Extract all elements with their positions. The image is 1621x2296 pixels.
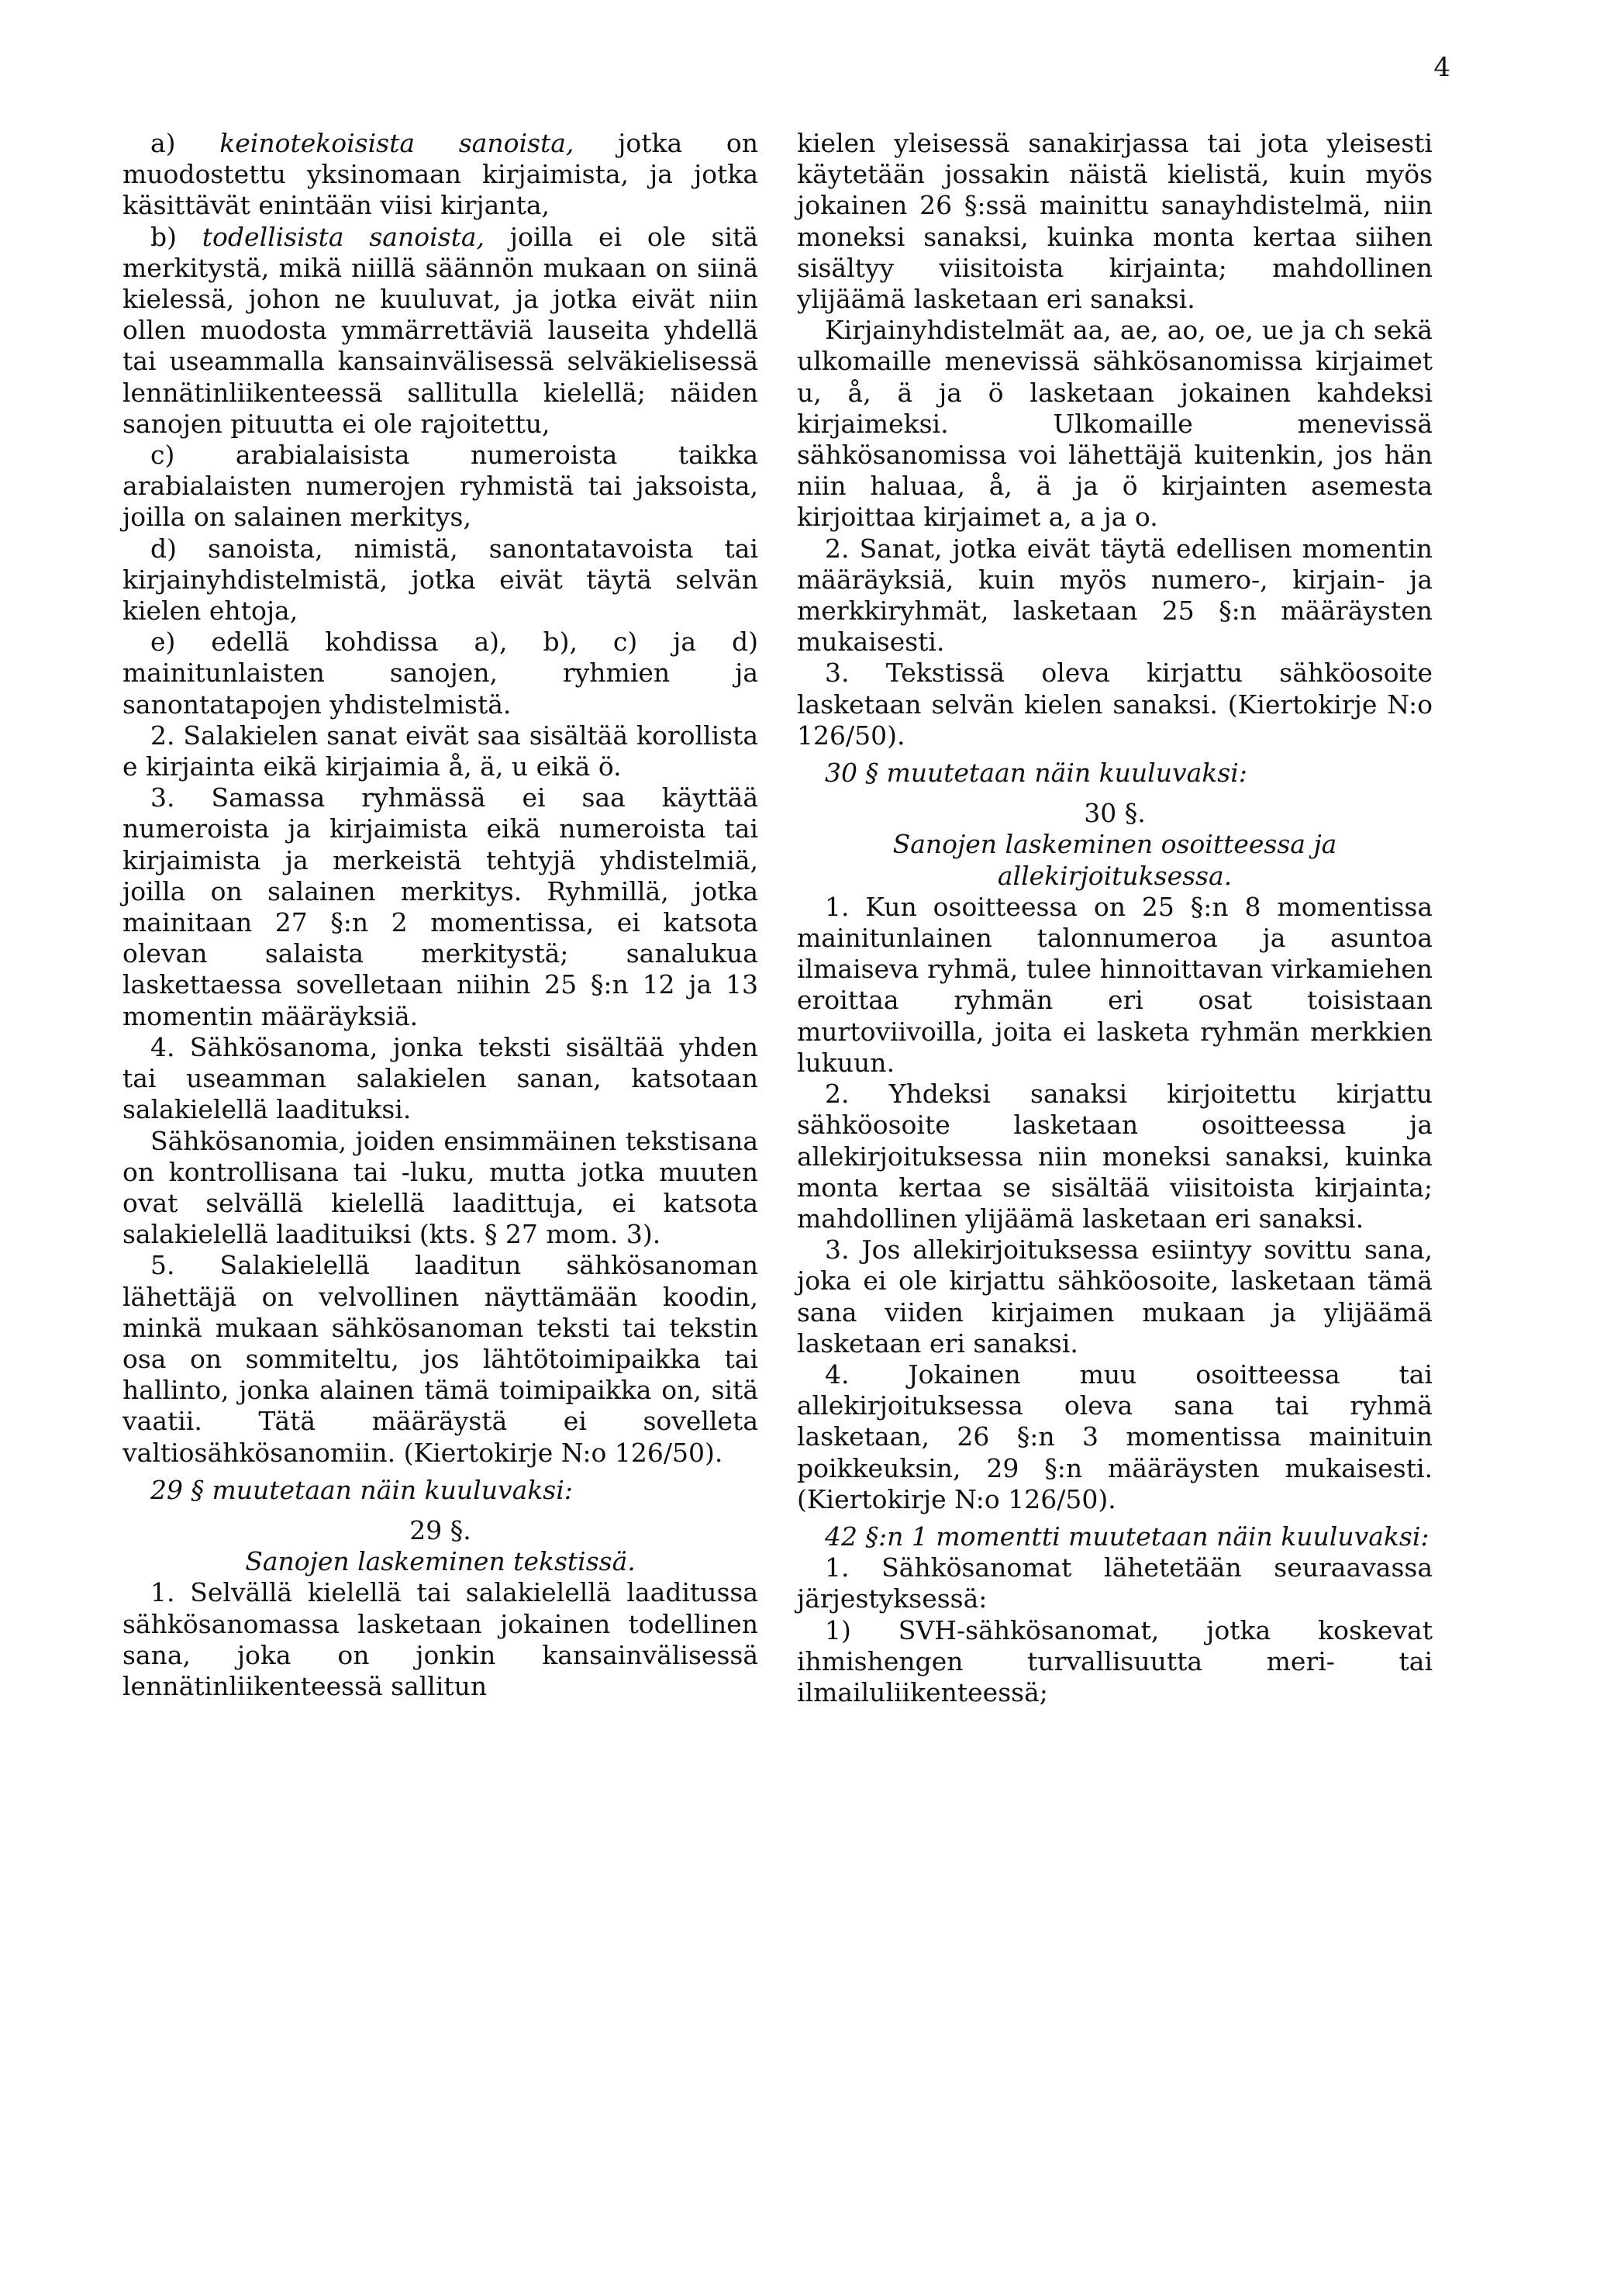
paragraph-29-1: 1. Selvällä kielellä tai salakielellä laaditussa sähkösanomassa lasketaan jokainen todellinen sana, joka on jonkin kansainvälisessä lennätinliikenteessä sallitun	[122, 1577, 758, 1701]
section-29-title: Sanojen laskeminen tekstissä.	[245, 1546, 636, 1577]
amendment-29: 29 § muutetaan näin kuuluvaksi:	[150, 1474, 573, 1505]
paragraph-2: 2. Salakielen sanat eivät saa sisältää korollista e kirjainta eikä kirjaimia å, ä, u eikä ö.	[122, 720, 758, 782]
paragraph-2-right: 2. Sanat, jotka eivät täytä edellisen momentin määräyksiä, kuin myös numero-, kirjain- ja merkkiryhmät, lasketaan 25 §:n määräysten mukaisesti.	[797, 533, 1433, 658]
paragraph-a: a) keinotekoisista sanoista, jotka on muodostettu yksinomaan kirjaimista, ja jotka käsittävät enintään viisi kirjanta,	[122, 128, 758, 221]
term-todellisista: todellisista sanoista,	[202, 221, 485, 252]
page-number: 4	[1433, 52, 1450, 83]
section-30-title: Sanojen laskeminen osoitteessa ja allekirjoituksessa.	[892, 829, 1337, 891]
paragraph-5: 5. Salakielellä laaditun sähkösanoman lähettäjä on velvollinen näyttämään koodin, minkä mukaan sähkösanoman teksti tai tekstin osa on sommiteltu, jos lähtötoimipaikka tai hallinto, jonka alainen tämä toimipaikka on, sitä vaatii. Tätä määräystä ei sovelleta valtiosähkösanomiin. (Kiertokirje N:o 126/50).	[122, 1250, 758, 1468]
paragraph-4: 4. Sähkösanoma, jonka teksti sisältää yhden tai useamman salakielen sanan, katsotaan salakielellä laadituksi.	[122, 1031, 758, 1125]
paragraph-42-1-1: 1) SVH-sähkösanomat, jotka koskevat ihmishengen turvallisuutta meri- tai ilmailuliikenteessä;	[797, 1614, 1433, 1707]
paragraph-continued: kielen yleisessä sanakirjassa tai jota yleisesti käytetään jossakin näistä kielistä, kuin myös jokainen 26 §:ssä mainittu sanayhdistelmä, niin moneksi sanaksi, kuinka monta kertaa siihen sisältyy viisitoista kirjainta; mahdollinen ylijäämä lasketaan eri sanaksi.	[797, 128, 1433, 315]
paragraph-3-right: 3. Tekstissä oleva kirjattu sähköosoite lasketaan selvän kielen sanaksi. (Kiertokirje N:o 126/50).	[797, 658, 1433, 751]
paragraph-30-3: 3. Jos allekirjoituksessa esiintyy sovittu sana, joka ei ole kirjattu sähköosoite, lasketaan tämä sana viiden kirjaimen mukaan ja ylijäämä lasketaan eri sanaksi.	[797, 1234, 1433, 1359]
paragraph-30-1: 1. Kun osoitteessa on 25 §:n 8 momentissa mainitunlainen talonnumeroa ja asuntoa ilmaiseva ryhmä, tulee hinnoittavan virkamiehen eroittaa ryhmän eri osat toisistaan murtoviivoilla, joita ei lasketa ryhmän merkkien lukuun.	[797, 891, 1433, 1078]
amendment-30: 30 § muutetaan näin kuuluvaksi:	[825, 758, 1247, 789]
paragraph-42-1: 1. Sähkösanomat lähetetään seuraavassa järjestyksessä:	[797, 1552, 1433, 1614]
paragraph-b: b) todellisista sanoista, joilla ei ole sitä merkitystä, mikä niillä säännön mukaan on siinä kielessä, johon ne kuuluvat, ja jotka eivät niin ollen muodosta ymmärrettäviä lauseita yhdellä tai useammalla kansainvälisessä selväkielisessä lennätinliikenteessä sallitulla kielellä; näiden sanojen pituutta ei ole rajoitettu,	[122, 221, 758, 439]
paragraph-b-text: joilla ei ole sitä merkitystä, mikä niillä säännön mukaan on siinä kielessä, johon ne kuuluvat, ja jotka eivät niin ollen muodosta ymmärrettäviä lauseita yhdellä tai useammalla kansainvälisessä selväkielisessä lennätinliikenteessä sallitulla kielellä; näiden sanojen pituutta ei ole rajoitettu,	[122, 221, 758, 439]
section-29-number: 29 §.	[409, 1514, 471, 1545]
paragraph-3: 3. Samassa ryhmässä ei saa käyttää numeroista ja kirjaimista eikä numeroista tai kirjaimista ja merkeistä tehtyjä yhdistelmiä, joilla on salainen merkitys. Ryhmillä, jotka mainitaan 27 §:n 2 momentissa, ei katsota olevan salaista merkitystä; sanalukua laskettaessa sovelletaan niihin 25 §:n 12 ja 13 momentin määräyksiä.	[122, 782, 758, 1031]
right-column	[797, 128, 1433, 1708]
section-30-number: 30 §.	[1084, 798, 1146, 829]
amendment-42: 42 §:n 1 momentti muutetaan näin kuuluvaksi:	[825, 1521, 1430, 1552]
paragraph-d: d) sanoista, nimistä, sanontatavoista tai kirjainyhdistelmistä, jotka eivät täytä selvän kielen ehtoja,	[122, 533, 758, 627]
paragraph-30-4: 4. Jokainen muu osoitteessa tai allekirjoituksessa oleva sana tai ryhmä lasketaan, 26 §:n 3 momentissa mainituin poikkeuksin, 29 §:n määräysten mukaisesti. (Kiertokirje N:o 126/50).	[797, 1359, 1433, 1514]
paragraph-a-text: jotka on muodostettu yksinomaan kirjaimista, ja jotka käsittävät enintään viisi kirjanta,	[122, 128, 758, 221]
paragraph-4b: Sähkösanomia, joiden ensimmäinen tekstisana on kontrollisana tai -luku, mutta jotka muuten ovat selvällä kielellä laadittuja, ei katsota salakielellä laadituiksi (kts. § 27 mom. 3).	[122, 1125, 758, 1250]
paragraph-e: e) edellä kohdissa a), b), c) ja d) mainitunlaisten sanojen, ryhmien ja sanontatapojen yhdistelmistä.	[122, 627, 758, 720]
paragraph-kirjainyhdistelmat: Kirjainyhdistelmät aa, ae, ao, oe, ue ja ch sekä ulkomaille menevissä sähkösanomissa kirjaimet u, å, ä ja ö lasketaan jokainen kahdeksi kirjaimeksi. Ulkomaille menevissä sähkösanomissa voi lähettäjä kuitenkin, jos hän niin haluaa, å, ä ja ö kirjainten asemesta kirjoittaa kirjaimet a, a ja o.	[797, 315, 1433, 533]
paragraph-30-2: 2. Yhdeksi sanaksi kirjoitettu kirjattu sähköosoite lasketaan osoitteessa ja allekirjoituksessa niin moneksi sanaksi, kuinka monta kertaa se sisältää viisitoista kirjainta; mahdollinen ylijäämä lasketaan eri sanaksi.	[797, 1079, 1433, 1234]
term-keinotekoisista: keinotekoisista sanoista,	[219, 128, 574, 158]
left-column	[122, 128, 758, 1702]
paragraph-c: c) arabialaisista numeroista taikka arabialaisten numerojen ryhmistä tai jaksoista, joilla on salainen merkitys,	[122, 440, 758, 533]
